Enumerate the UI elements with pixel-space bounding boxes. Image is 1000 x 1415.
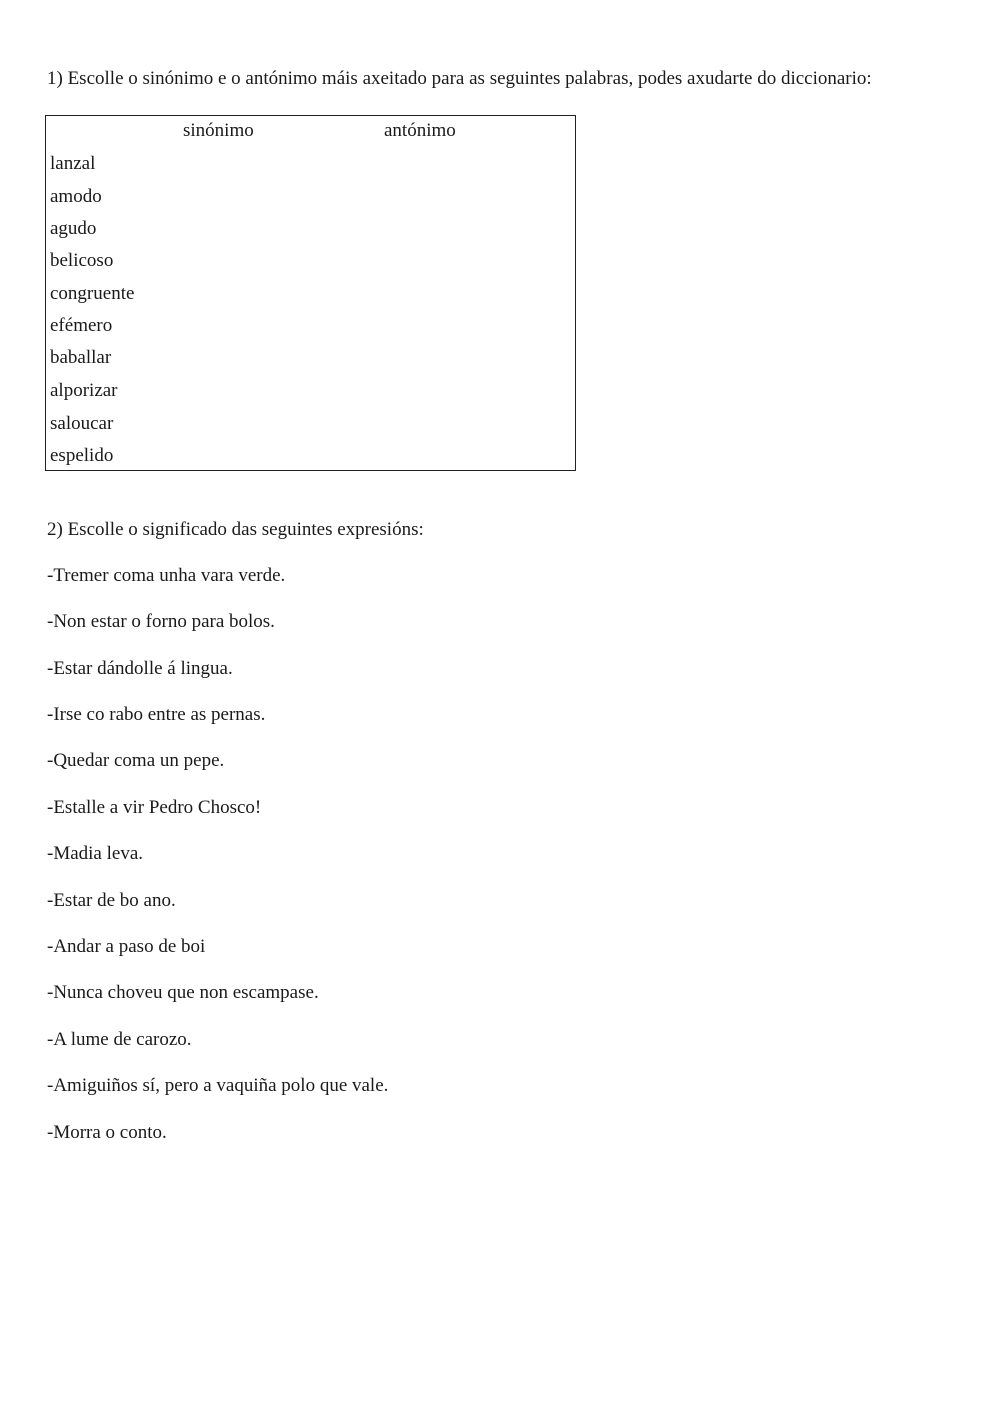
- word-row: belicoso: [50, 250, 114, 271]
- expression-item: -Tremer coma unha vara verde.: [47, 565, 286, 586]
- word-row: lanzal: [50, 153, 96, 174]
- word-row: alporizar: [50, 380, 118, 401]
- word-row: baballar: [50, 347, 112, 368]
- synonym-column-header: sinónimo: [183, 120, 254, 141]
- expression-item: -Amiguiños sí, pero a vaquiña polo que vale.: [47, 1075, 389, 1096]
- synonym-antonym-table: [45, 115, 576, 471]
- antonym-column-header: antónimo: [384, 120, 456, 141]
- word-row: agudo: [50, 218, 97, 239]
- word-row: saloucar: [50, 413, 114, 434]
- exercise-2-title: 2) Escolle o significado das seguintes expresións:: [47, 519, 424, 540]
- expression-item: -Estalle a vir Pedro Chosco!: [47, 797, 262, 818]
- exercise-1-title: 1) Escolle o sinónimo e o antónimo máis axeitado para as seguintes palabras, podes axudarte do diccionario:: [47, 68, 872, 89]
- expression-item: -Quedar coma un pepe.: [47, 750, 225, 771]
- expression-item: -Andar a paso de boi: [47, 936, 206, 957]
- word-row: amodo: [50, 186, 102, 207]
- expression-item: -Madia leva.: [47, 843, 144, 864]
- expression-item: -Estar de bo ano.: [47, 890, 176, 911]
- expression-item: -Nunca choveu que non escampase.: [47, 982, 319, 1003]
- expression-item: -Estar dándolle á lingua.: [47, 658, 233, 679]
- word-row: espelido: [50, 445, 114, 466]
- expression-item: -Non estar o forno para bolos.: [47, 611, 275, 632]
- expression-item: -Irse co rabo entre as pernas.: [47, 704, 266, 725]
- expression-item: -Morra o conto.: [47, 1122, 167, 1143]
- expression-item: -A lume de carozo.: [47, 1029, 192, 1050]
- word-row: efémero: [50, 315, 113, 336]
- word-row: congruente: [50, 283, 135, 304]
